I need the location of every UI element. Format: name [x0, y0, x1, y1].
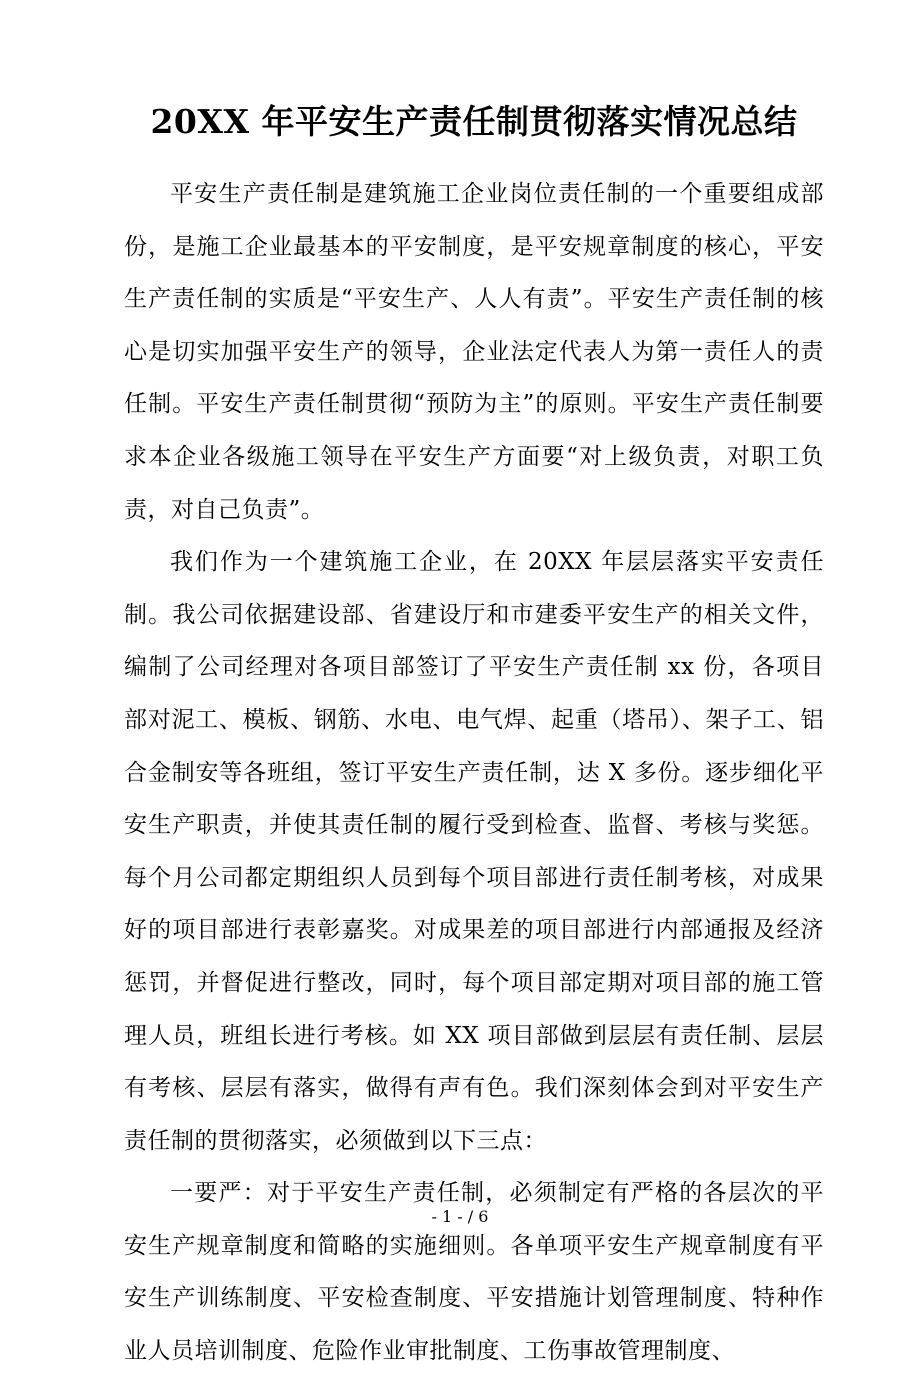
paragraph-2: 我们作为一个建筑施工企业，在 20XX 年层层落实平安责任制。我公司依据建设部、省建设厅和市建委平安生产的相关文件，编制了公司经理对各项目部签订了平安生产责任制 xx 份，各项目部对泥工、模板、钢筋、水电、电气焊、起重（塔吊）、架子工、铝合金制安等各班组，签订平安生产责任制，达 X 多份。逐步细化平安生产职责，并使其责任制的履行受到检查、监督、考核与奖惩。每个月公司都定期组织人员到每个项目部进行责任制考核，对成果好的项目部进行表彰嘉奖。对成果差的项目部进行内部通报及经济惩罚，并督促进行整改，同时，每个项目部定期对项目部的施工管理人员，班组长进行考核。如 XX 项目部做到层层有责任制、层层有考核、层层有落实，做得有声有色。我们深刻体会到对平安生产责任制的贯彻落实，必须做到以下三点：: [124, 549, 824, 1154]
paragraph-1: 平安生产责任制是建筑施工企业岗位责任制的一个重要组成部份，是施工企业最基本的平安制度，是平安规章制度的核心，平安生产责任制的实质是“平安生产、人人有责”。平安生产责任制的核心是切实加强平安生产的领导，企业法定代表人为第一责任人的责任制。平安生产责任制贯彻“预防为主”的原则。平安生产责任制要求本企业各级施工领导在平安生产方面要“对上级负责，对职工负责，对自己负责”。: [124, 181, 824, 523]
document-title: 20XX 年平安生产责任制贯彻落实情况总结: [150, 102, 798, 141]
page-number: - 1 - / 6: [431, 1207, 489, 1226]
paragraph-3: 一要严：对于平安生产责任制，必须制定有严格的各层次的平安生产规章制度和简略的实施细则。各单项平安生产规章制度有平安生产训练制度、平安检查制度、平安措施计划管理制度、特种作业人员培训制度、危险作业审批制度、工伤事故管理制度、: [124, 1180, 824, 1365]
document-body: [124, 168, 824, 1378]
